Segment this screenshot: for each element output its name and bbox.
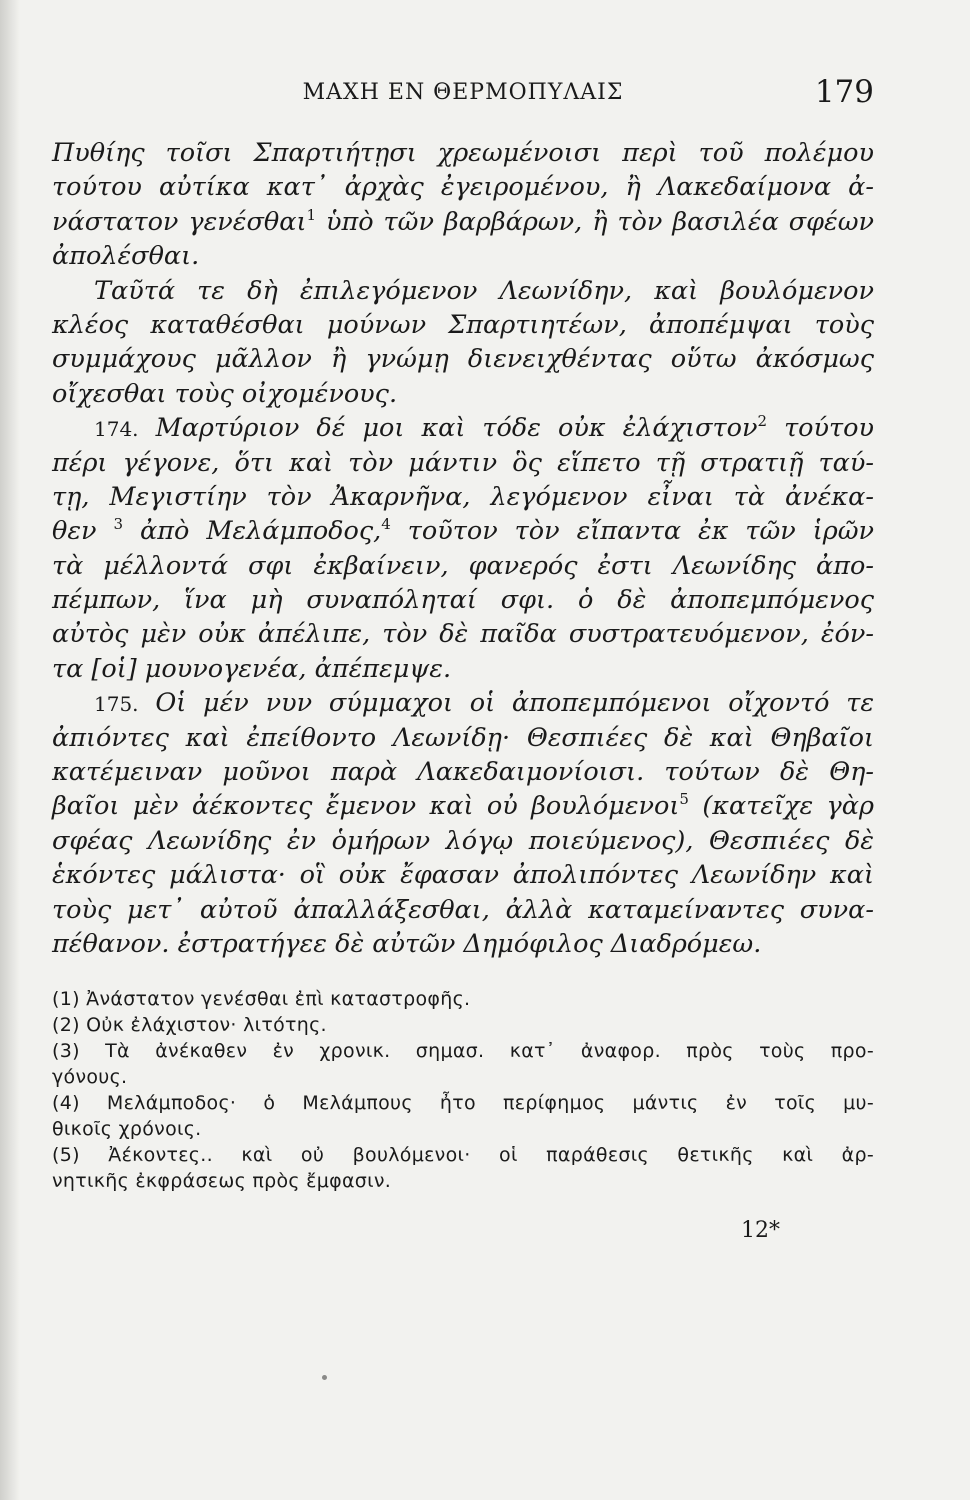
text-line: πέθανον. ἐστρατήγεε δὲ αὐτῶν Δημόφιλος Διαδρόμεω. [52, 928, 762, 959]
text-line: συμμάχους μᾶλλον ἢ γνώμῃ διενειχθέντας οὕτω ἀκόσμως [52, 344, 874, 375]
text-segment: ὑπὸ τῶν βαρβάρων, ἢ τὸν βασιλέα σφέων [325, 206, 874, 237]
text-line: αὐτὸς μὲν οὐκ ἀπέλιπε, τὸν δὲ παῖδα συστρατευόμενον, ἐόν- [52, 619, 874, 650]
text-segment: Μαρτύριον δέ μοι καὶ τόδε οὐκ ἐλάχιστον [155, 413, 758, 444]
text-line: οἴχεσθαι τοὺς οἰχομένους. [52, 378, 398, 409]
text-line: ἀπολέσθαι. [52, 241, 200, 272]
text-line: ἀπιόντες καὶ ἐπείθοντο Λεωνίδῃ· Θεσπιέες δὲ καὶ Θηβαῖοι [52, 722, 874, 753]
footnote-line: θικοῖς χρόνοις. [52, 1118, 202, 1140]
text-line: κλέος καταθέσθαι μούνων Σπαρτιητέων, ἀποπέμψαι τοὺς [52, 309, 874, 340]
running-head [52, 74, 874, 114]
text-line [52, 686, 874, 720]
text-segment: ἀπὸ Μελάμποδος, [140, 516, 382, 547]
text-line: Πυθίης τοῖσι Σπαρτιήτῃσι χρεωμένοισι περὶ τοῦ πολέμου [52, 138, 874, 168]
footnote-line: νητικῆς ἐκφράσεως πρὸς ἔμφασιν. [52, 1170, 392, 1192]
text-line: Ταῦτά τε δὴ ἐπιλεγόμενον Λεωνίδην, καὶ βουλόμενον [94, 275, 874, 306]
running-title: ΜΑΧΗ ΕΝ ΘΕΡΜΟΠΥΛΑΙΣ [302, 80, 624, 105]
text-segment: Οἱ μέν νυν σύμμαχοι οἱ ἀποπεμπόμενοι οἴχοντό τε [155, 688, 875, 719]
text-line: πέρι γέγονε, ὅτι καὶ τὸν μάντιν ὃς εἵπετο τῇ στρατιῇ ταύ- [52, 447, 874, 478]
footnote-ref: 1 [306, 205, 317, 224]
footnote-line: (1) Ἀνάστατον γενέσθαι ἐπὶ καταστροφῆς. [52, 988, 471, 1010]
text-line: τα [οἱ] μουνογενέα, ἀπέπεμψε. [52, 653, 452, 684]
text-line: τοὺς μετ᾽ αὐτοῦ ἀπαλλάξεσθαι, ἀλλὰ καταμείναντες συνα- [52, 894, 874, 925]
text-line: σφέας Λεωνίδης ἐν ὁμήρων λόγῳ ποιεύμενος), Θεσπιέες δὲ [52, 825, 874, 856]
main-text [52, 136, 874, 961]
footnotes [52, 986, 874, 1194]
text-line [52, 411, 874, 445]
footnote-ref: 4 [381, 515, 391, 534]
section-number: 174. [94, 417, 139, 442]
page-number: 179 [814, 74, 874, 110]
text-line: τῃ, Μεγιστίην τὸν Ἀκαρνῆνα, λεγόμενον εἶναι τὰ ἀνέκα- [52, 481, 874, 512]
text-segment: θεν [52, 516, 97, 547]
footnote-ref: 2 [757, 412, 768, 431]
text-line [52, 514, 874, 548]
footnote-line: (5) Ἀέκοντες.. καὶ οὐ βουλόμενοι· οἱ παράθεσις θετικῆς καὶ ἀρ- [52, 1144, 874, 1166]
text-line: πέμπων, ἵνα μὴ συναπόληταί σφι. ὁ δὲ ἀποπεμπόμενος [52, 585, 874, 616]
signature-mark: 12* [741, 1218, 780, 1243]
text-line [52, 789, 874, 823]
text-line: τὰ μέλλοντά σφι ἐκβαίνειν, φανερός ἐστι Λεωνίδης ἀπο- [52, 550, 874, 581]
footnote-line: γόνους. [52, 1066, 128, 1088]
text-segment: (κατεῖχε γὰρ [702, 791, 874, 822]
footnote-ref: 3 [113, 515, 124, 534]
footnote-line: (3) Τὰ ἀνέκαθεν ἐν χρονικ. σημασ. κατ᾽ ἀναφορ. πρὸς τοὺς προ- [52, 1040, 874, 1062]
text-line: ἑκόντες μάλιστα· οἳ οὐκ ἔφασαν ἀπολιπόντες Λεωνίδην καὶ [52, 860, 874, 891]
text-line: τούτου αὐτίκα κατ᾽ ἀρχὰς ἐγειρομένου, ἢ Λακεδαίμονα ἀ- [52, 172, 874, 203]
section-number: 175. [94, 692, 139, 717]
text-line: κατέμειναν μοῦνοι παρὰ Λακεδαιμονίοισι. τούτων δὲ Θη- [52, 757, 874, 788]
text-segment: νάστατον γενέσθαι [52, 206, 307, 237]
text-segment: βαῖοι μὲν ἀέκοντες ἔμενον καὶ οὐ βουλόμενοι [52, 791, 680, 822]
footnote-ref: 5 [679, 790, 689, 809]
text-line [52, 205, 874, 239]
text-segment: τοῦτον τὸν εἴπαντα ἐκ τῶν ἱρῶν [407, 516, 875, 547]
footnote-line: (4) Μελάμποδος· ὁ Μελάμπους ἦτο περίφημος μάντις ἐν τοῖς μυ- [52, 1092, 874, 1114]
text-segment: τούτου [784, 413, 874, 444]
footnote-line: (2) Οὐκ ἐλάχιστον· λιτότης. [52, 1014, 327, 1036]
paper-speck [322, 1375, 327, 1380]
